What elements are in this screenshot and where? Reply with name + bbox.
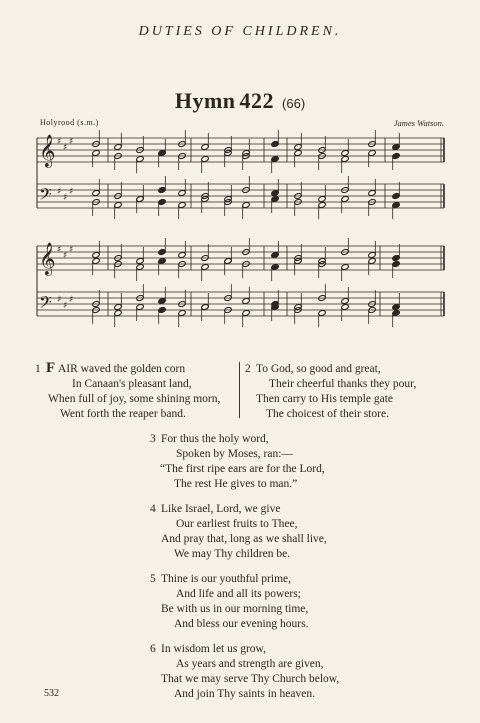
sharp-icon: ♯ [57,187,62,197]
verse-line: “The first ripe ears are for the Lord, [160,463,325,475]
verse-line: When full of joy, some shining morn, [48,393,221,405]
composer: James Watson. [393,118,444,128]
bass-clef-icon: 𝄢 [39,184,52,208]
treble-clef-icon: 𝄞 [39,134,56,167]
sharp-icon: ♯ [63,251,68,261]
verse-line: Then carry to His temple gate [256,393,393,405]
verse-line: The choicest of their store. [266,408,389,420]
verse-line: Spoken by Moses, ran:— [176,448,293,460]
verse-line: In wisdom let us grow, [161,643,266,655]
verse-number: 4 [150,503,156,515]
verse-line: And life and all its powers; [176,588,301,600]
verse-line: And pray that, long as we shall live, [161,533,327,545]
verse-line: The rest He gives to man.” [174,478,298,490]
verse-line: Our earliest fruits to Thee, [176,518,298,530]
sharp-icon: ♯ [69,295,74,305]
verse-line: We may Thy children be. [174,548,291,560]
verse-line: Went forth the reaper band. [60,408,186,420]
verse-line: Like Israel, Lord, we give [161,503,281,515]
sharp-icon: ♯ [63,301,68,311]
hymn-number: 422 [239,88,275,113]
sharp-icon: ♯ [57,245,62,255]
hymn-alt-number: (66) [282,96,306,111]
running-head: DUTIES OF CHILDREN. [138,24,342,39]
bass-clef-icon: 𝄢 [39,292,52,316]
verse-line: Be with us in our morning time, [161,603,309,615]
page-number: 532 [44,688,59,699]
sharp-icon: ♯ [63,143,68,153]
verse-number: 1 [35,363,41,375]
verse-line: Their cheerful thanks they pour, [269,378,417,390]
verse-1-drop-cap: F [46,360,56,376]
sharp-icon: ♯ [69,187,74,197]
verse-line: And bless our evening hours. [174,618,309,630]
verse-number: 3 [150,433,156,445]
verse-line: And join Thy saints in heaven. [174,688,315,700]
hymn-title-word: Hymn [174,88,236,113]
verse-divider [239,362,240,418]
verse-line: AIR waved the golden corn [58,363,186,375]
verse-line: For thus the holy word, [161,433,269,445]
verse-line: That we may serve Thy Church below, [161,673,340,685]
verse-line: To God, so good and great, [256,363,381,375]
treble-clef-icon: 𝄞 [39,242,56,275]
sharp-icon: ♯ [63,193,68,203]
verse-line: In Canaan's pleasant land, [72,378,192,390]
sharp-icon: ♯ [57,137,62,147]
verse-number: 6 [150,643,156,655]
sharp-icon: ♯ [69,137,74,147]
tune-name: Holyrood (s.m.) [40,118,99,127]
verse-number: 2 [245,363,251,375]
verse-line: Thine is our youthful prime, [161,573,291,585]
sharp-icon: ♯ [69,245,74,255]
verse-line: As years and strength are given, [176,658,324,670]
sharp-icon: ♯ [57,295,62,305]
verse-number: 5 [150,573,156,585]
